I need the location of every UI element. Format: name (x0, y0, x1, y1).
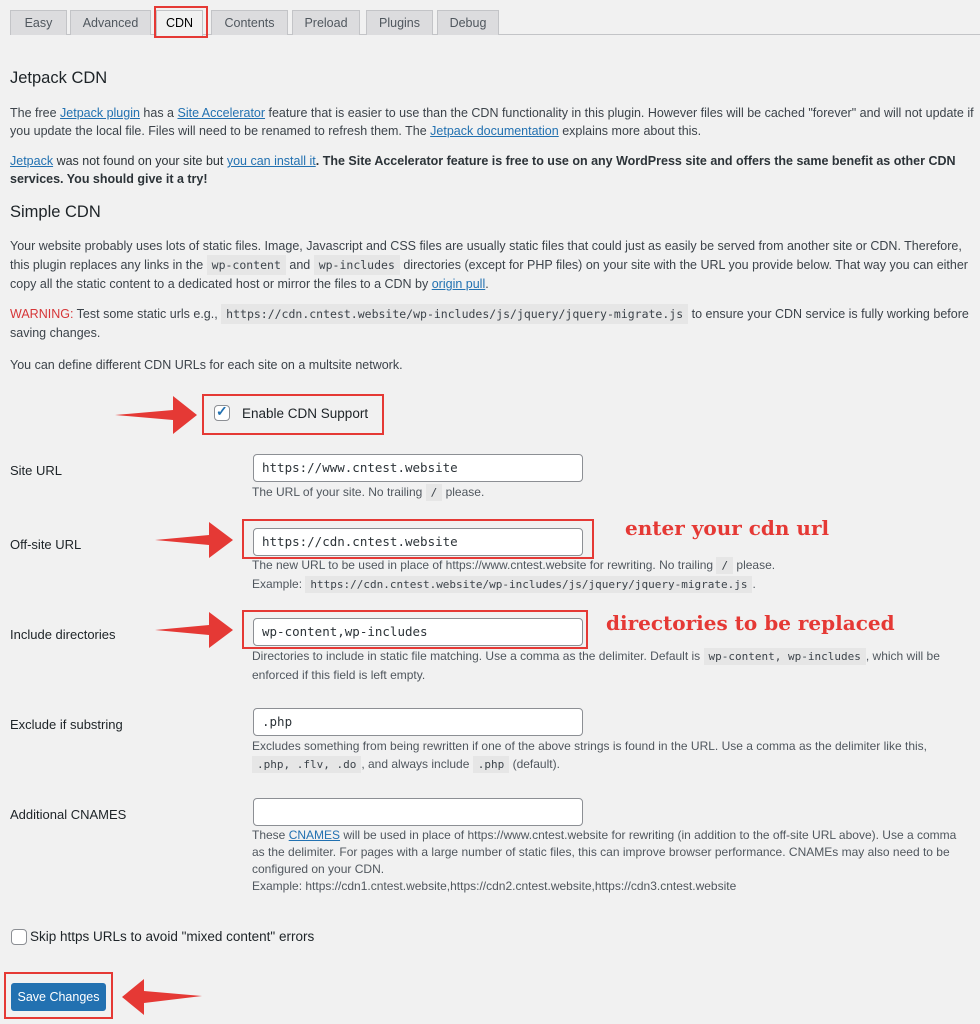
skip-https-checkbox[interactable] (11, 929, 27, 945)
additional-cnames-label: Additional CNAMES (10, 807, 127, 822)
skip-https-label: Skip https URLs to avoid "mixed content" errors (30, 929, 315, 944)
arrow-annotation-icon (155, 520, 233, 560)
additional-cnames-input[interactable] (253, 798, 583, 826)
annotation-cdn-url: enter your cdn url (625, 516, 830, 540)
include-directories-label: Include directories (10, 627, 116, 642)
simple-cdn-description: Your website probably uses lots of static files. Image, Javascript and CSS files are usually static files that could just as easily be served from another site or CDN. Therefore, this plugin replaces any links in the wp-content and wp-includes directories (except for PHP files) on your site with the URL you provide below. That way you can either copy all the static content to a dedicated host or mirror the files to a CDN by origin pull. (10, 239, 968, 291)
exclude-substring-description: Excludes something from being rewritten if one of the above strings is found in the URL. Use a comma as the delimiter like this, .php, .flv, .do , and always include .php (default). (252, 739, 927, 771)
jetpack-link[interactable]: Jetpack (10, 154, 54, 168)
checkmark-icon: ✓ (216, 403, 228, 419)
site-url-description: The URL of your site. No trailing / please. (252, 485, 485, 499)
jetpack-cdn-heading: Jetpack CDN (10, 69, 108, 87)
arrow-annotation-icon (122, 977, 202, 1017)
enable-cdn-label: Enable CDN Support (242, 406, 369, 421)
include-directories-description: Directories to include in static file matching. Use a comma as the delimiter. Default is wp-content, wp-includes , which will be enforced if this field is left empty. (252, 649, 940, 682)
jetpack-documentation-link[interactable]: Jetpack documentation (430, 124, 559, 138)
install-jetpack-link[interactable]: you can install it (226, 154, 316, 168)
enable-cdn-checkbox[interactable] (214, 405, 230, 421)
tab-contents[interactable]: Contents (211, 10, 288, 35)
arrow-annotation-icon (155, 610, 233, 650)
origin-pull-link[interactable]: origin pull (431, 277, 486, 291)
tab-advanced[interactable]: Advanced (70, 10, 151, 35)
annotation-directories: directories to be replaced (606, 611, 895, 635)
tab-easy[interactable]: Easy (10, 10, 67, 35)
exclude-substring-input[interactable]: .php (253, 708, 583, 736)
site-url-input[interactable]: https://www.cntest.website (253, 454, 583, 482)
exclude-substring-label: Exclude if substring (10, 717, 123, 732)
simple-cdn-heading: Simple CDN (10, 203, 101, 221)
tab-debug[interactable]: Debug (437, 10, 499, 35)
site-url-label: Site URL (10, 463, 63, 478)
offsite-url-input[interactable]: https://cdn.cntest.website (253, 528, 583, 556)
cnames-link[interactable]: CNAMES (288, 828, 341, 842)
site-accelerator-link[interactable]: Site Accelerator (177, 106, 266, 120)
tab-cdn[interactable]: CDN (156, 10, 203, 36)
offsite-url-description: The new URL to be used in place of https://www.cntest.website for rewriting. No trailing / please. Example: https://cdn.cntest.website/wp-includes/js/jquery/jquery-migrate.js . (252, 558, 776, 591)
multisite-note: You can define different CDN URLs for each site on a multsite network. (10, 358, 403, 372)
save-changes-button[interactable]: Save Changes (11, 983, 106, 1011)
settings-tabs (10, 10, 980, 35)
arrow-annotation-icon (115, 394, 197, 436)
offsite-url-label: Off-site URL (10, 537, 82, 552)
tab-plugins[interactable]: Plugins (366, 10, 433, 35)
additional-cnames-description: These CNAMES will be used in place of https://www.cntest.website for rewriting (in addition to the off-site URL above). Use a comma as the delimiter. For pages with a large number of static files, this can improve browser performance. CNAMEs may also need to be configured on your CDN. Example: https://cdn1.cntest.website,https://cdn2.cntest.website,https://cdn3.cntest.website (252, 828, 957, 893)
warning-text: WARNING: Test some static urls e.g., https://cdn.cntest.website/wp-includes/js/jquery/jquery-migrate.js to ensure your CDN service is fully working before saving changes. (10, 305, 974, 343)
jetpack-notice: Jetpack was not found on your site but you can install it. The Site Accelerator feature is free to use on any WordPress site and offers the same benefit as other CDN services. You should give it a try! (10, 154, 956, 186)
jetpack-plugin-link[interactable]: Jetpack plugin (60, 106, 140, 120)
jetpack-description: The free Jetpack plugin has a Site Accelerator feature that is easier to use than the CDN functionality in this plugin. However files will be cached "forever" and will not update if you update the local file. Files will need to be renamed to refresh them. The Jetpack documentation explains more about this. (10, 106, 974, 138)
tab-preload[interactable]: Preload (292, 10, 360, 35)
include-directories-input[interactable]: wp-content,wp-includes (253, 618, 583, 646)
